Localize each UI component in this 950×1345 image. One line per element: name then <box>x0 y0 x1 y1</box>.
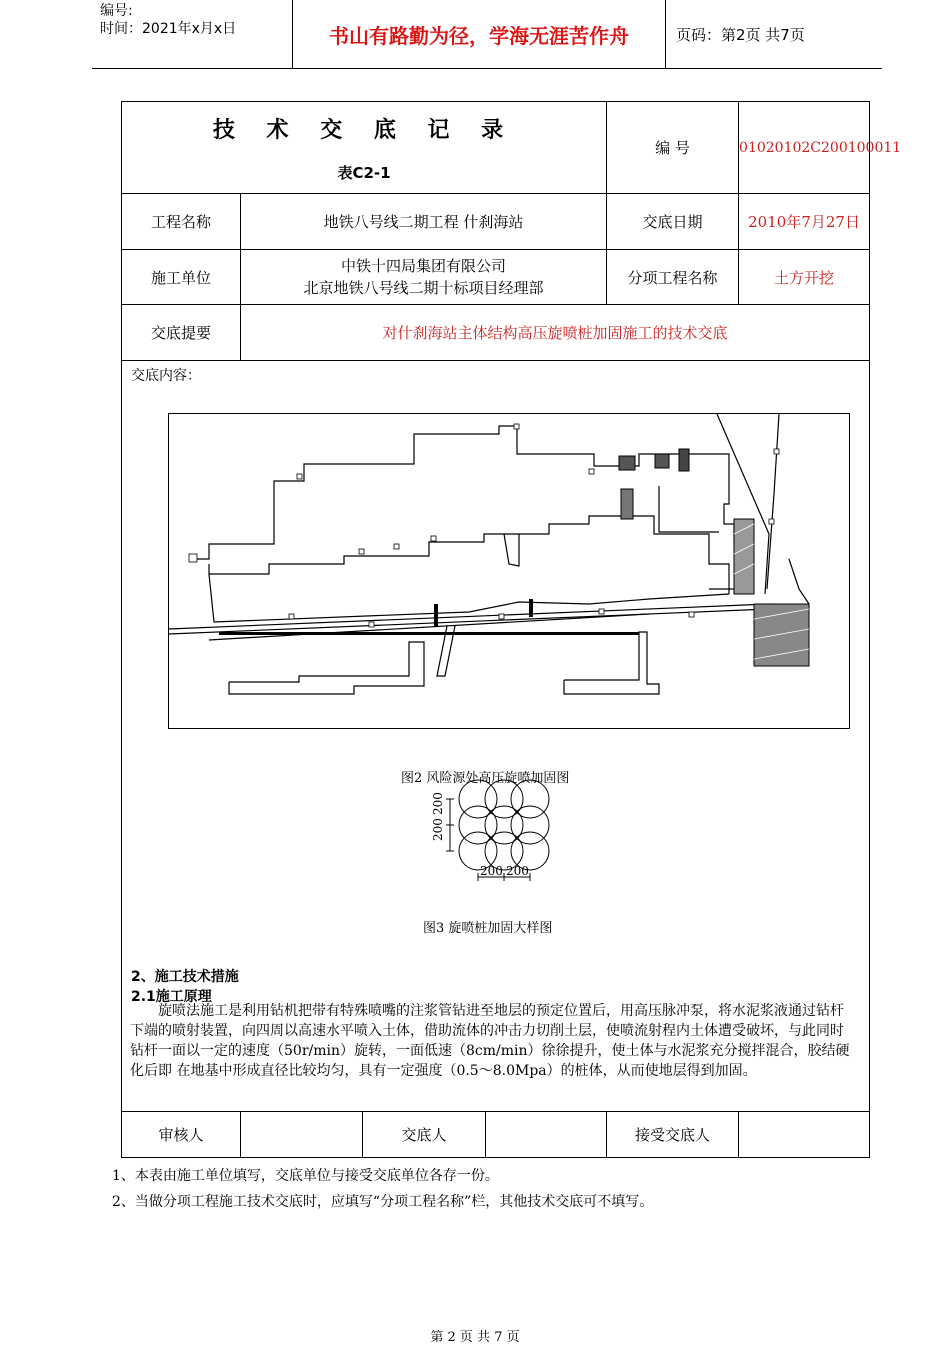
subsection-title: 2.1施工原理 <box>131 989 212 1005</box>
content-cell <box>122 361 870 1112</box>
form-title: 技 术 交 底 记 录 <box>212 117 516 143</box>
summary-value: 对什刹海站主体结构高压旋喷桩加固施工的技术交底 <box>241 305 870 361</box>
dim-v2: 200 <box>431 818 445 841</box>
site-plan-drawing <box>169 414 849 728</box>
receiver-signature <box>739 1112 870 1158</box>
reviewer-label: 审核人 <box>122 1112 241 1158</box>
figure-3-pile-detail <box>422 779 562 889</box>
project-name-value: 地铁八号线二期工程 什刹海站 <box>241 194 607 250</box>
form-subtitle: 表C2-1 <box>337 163 391 182</box>
reviewer-signature <box>241 1112 363 1158</box>
header-meta <box>100 2 236 38</box>
number-label: 编 号 <box>607 102 739 194</box>
note-2: 2、当做分项工程施工技术交底时，应填写“分项工程名称”栏，其他技术交底可不填写。 <box>112 1194 654 1210</box>
content-label: 交底内容： <box>131 368 201 384</box>
page-footer: 第 2 页 共 7 页 <box>430 1330 520 1345</box>
section-title: 2、施工技术措施 <box>131 969 239 985</box>
subproject-label: 分项工程名称 <box>607 250 739 305</box>
unit-label: 施工单位 <box>122 250 241 305</box>
page-header <box>92 0 882 69</box>
summary-label: 交底提要 <box>122 305 241 361</box>
date-label: 交底日期 <box>607 194 739 250</box>
header-motto: 书山有路勤为径，学海无涯苦作舟 <box>329 24 629 48</box>
figure-2-caption: 图2 风险源处高压旋喷加固图 <box>401 771 570 786</box>
figure-3-caption: 图3 旋喷桩加固大样图 <box>423 921 553 936</box>
dim-h2: 200 <box>506 864 529 878</box>
header-divider <box>292 0 293 68</box>
unit-value-line1: 中铁十四局集团有限公司 <box>341 257 507 275</box>
page-indicator: 页码：第2页 共7页 <box>676 26 805 44</box>
form-title-cell <box>122 102 607 194</box>
note-1: 1、本表由施工单位填写，交底单位与接受交底单位各存一份。 <box>112 1168 499 1184</box>
dim-v1: 200 <box>431 792 445 815</box>
number-value: 01020102C200100011 <box>739 102 870 194</box>
unit-value <box>241 250 607 305</box>
figure-2-site-plan <box>168 413 850 729</box>
principle-paragraph: 旋喷法施工是利用钻机把带有特殊喷嘴的注浆管钻进至地层的预定位置后，用高压脉冲泵，将水泥浆液通过钻杆下端的喷射装置，向四周以高速水平喷入土体，借助流体的冲击力切削土层，使喷流射程内土体遭受破坏，与此同时钻杆一面以一定的速度（50r/min）旋转，一面低速（8cm/min）徐徐提升，使土体与水泥浆充分搅拌混合，胶结硬化后即 在地基中形成直径比较均匀，具有一定强度（0.5～8.0Mpa）的桩体，从而使地层得到加固。 <box>130 1003 850 1079</box>
subproject-value: 土方开挖 <box>739 250 870 305</box>
discloser-signature <box>486 1112 607 1158</box>
header-divider <box>665 0 666 68</box>
dim-h1: 200 <box>480 864 503 878</box>
time-label: 时间：2021年x月x日 <box>100 21 237 37</box>
discloser-label: 交底人 <box>363 1112 486 1158</box>
code-label: 编号: <box>100 3 133 19</box>
project-name-label: 工程名称 <box>122 194 241 250</box>
date-value: 2010年7月27日 <box>739 194 870 250</box>
receiver-label: 接受交底人 <box>607 1112 739 1158</box>
unit-value-line2: 北京地铁八号线二期十标项目经理部 <box>303 279 544 297</box>
disclosure-form <box>121 101 902 1158</box>
